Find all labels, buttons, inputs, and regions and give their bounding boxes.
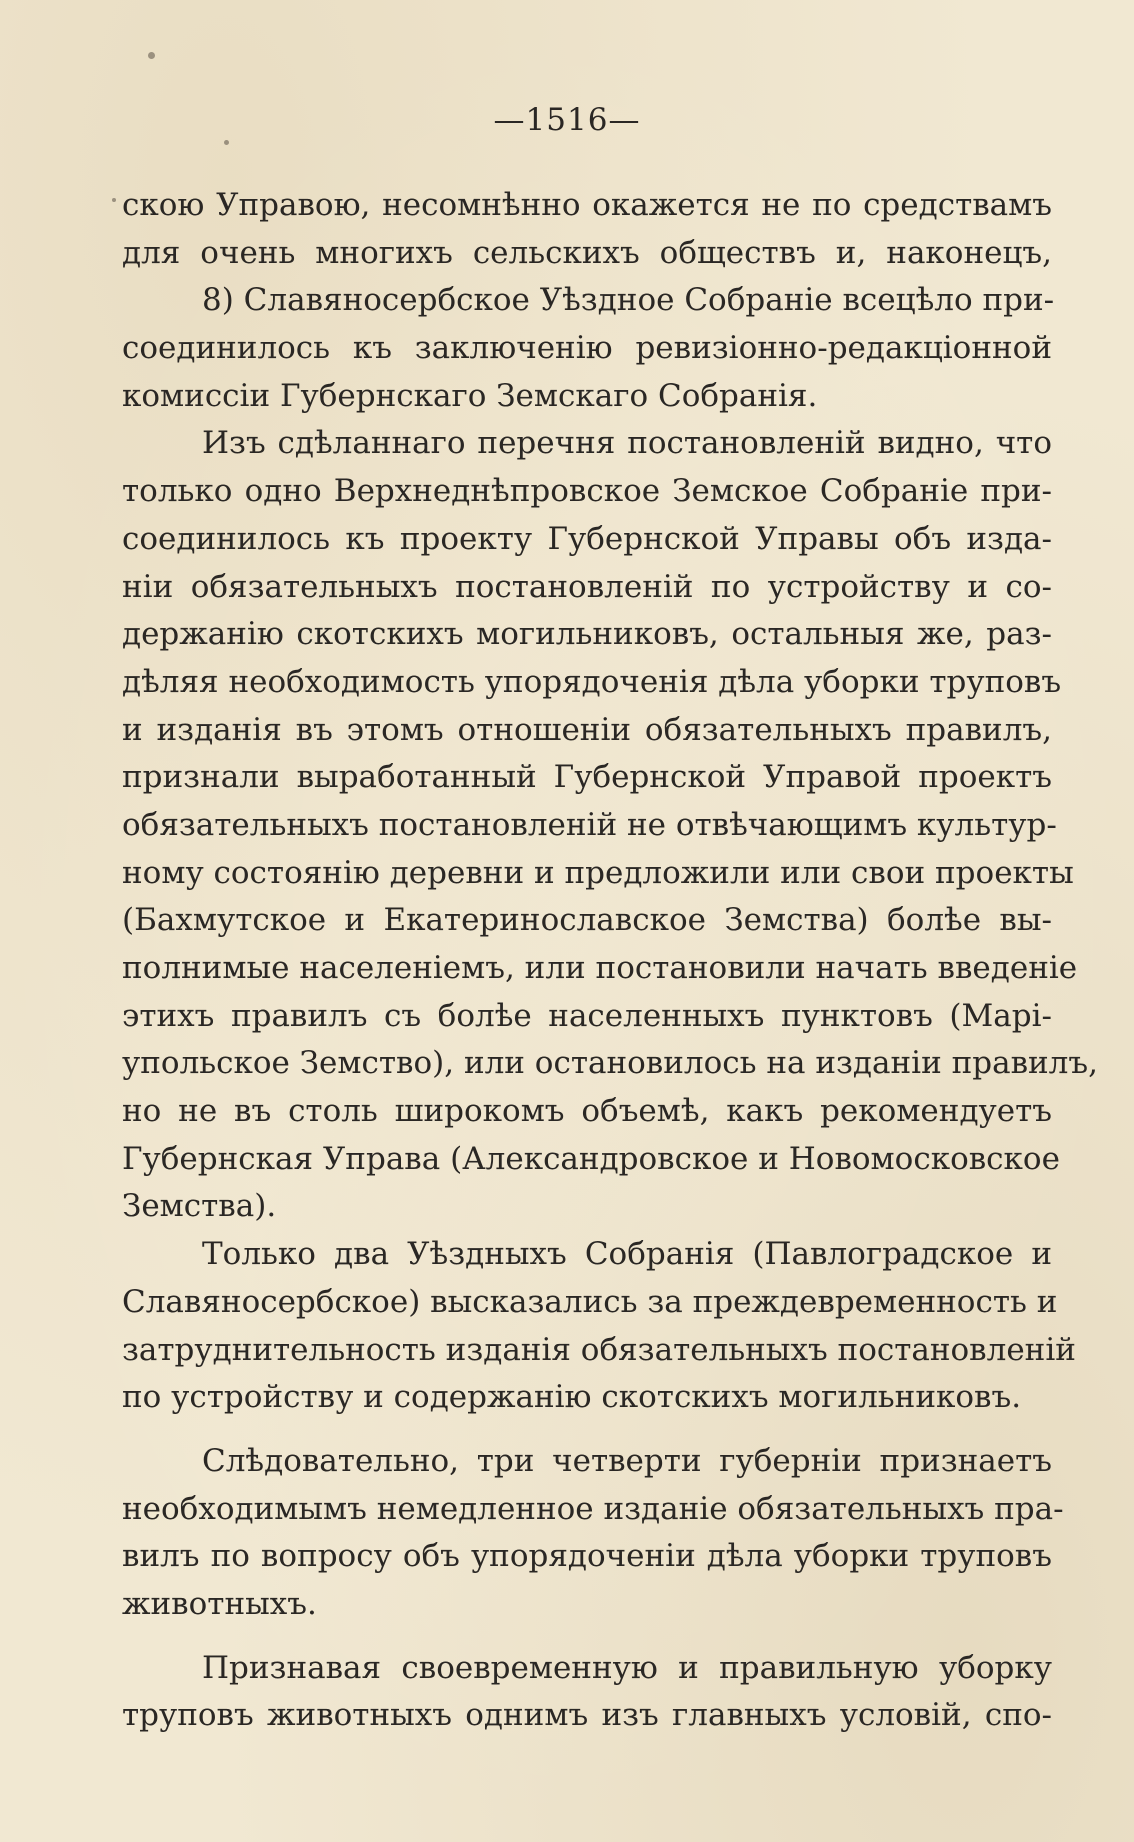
text-line: и изданія въ этомъ отношеніи обязательныхъ правилъ, [122,711,1052,748]
text-line: дѣляя необходимость упорядоченія дѣла уборки труповъ [122,663,1062,700]
text-line: (Бахмутское и Екатеринославское Земства) болѣе вы- [122,902,1052,939]
paragraph-gap [122,1629,1052,1645]
paragraph-gap [122,1422,1052,1438]
page-number: —1516— [493,102,641,138]
text-line: Губернская Управа (Александровское и Новомосковское [122,1140,1060,1177]
text-line: по устройству и содержанію скотскихъ могильниковъ. [122,1379,1022,1416]
text-line: затруднительность изданія обязательныхъ постановленій [122,1331,1076,1368]
paragraph-4 [122,1231,1076,1422]
text-line: обязательныхъ постановленій не отвѣчающимъ культур- [122,806,1057,843]
ink-spot [148,52,155,59]
text-line: вилъ по вопросу объ упорядоченіи дѣла уборки труповъ [122,1538,1052,1575]
text-line: ніи обязательныхъ постановленій по устройству и со- [122,568,1052,605]
text-line: только одно Верхнеднѣпровское Земское Собраніе при- [122,473,1052,510]
text-line: Только два Уѣздныхъ Собранія (Павлоградское и [202,1236,1052,1273]
paragraph-5 [122,1438,1064,1629]
text-line: соединилось къ проекту Губернской Управы объ изда- [122,520,1052,557]
text-line: скою Управою, несомнѣнно окажется не по средствамъ [122,187,1052,223]
ink-spot [112,198,116,202]
text-line: держанію скотскихъ могильниковъ, остальныя же, раз- [122,616,1052,653]
text-line: этихъ правилъ съ болѣе населенныхъ пунктовъ (Марі- [122,997,1052,1034]
text-line: для очень многихъ сельскихъ обществъ и, наконецъ, [122,234,1052,271]
text-line: необходимымъ немедленное изданіе обязательныхъ пра- [122,1490,1064,1527]
text-line: Признавая своевременную и правильную уборку [202,1649,1052,1686]
paragraph-6 [122,1645,1052,1740]
text-line: Славяносербское) высказались за преждевременность и [122,1283,1058,1320]
ink-spot [224,140,229,145]
text-line: 8) Славяносербское Уѣздное Собраніе всецѣло при- [202,282,1055,319]
paragraph-2 [122,277,1055,420]
text-line: комиссіи Губернскаго Земскаго Собранія. [122,377,818,414]
body-text [122,182,1098,1740]
paragraph-3 [122,420,1098,1231]
text-line: Земства). [122,1188,277,1225]
text-line: соединилось къ заключенію ревизіонно-редакціонной [122,330,1052,367]
paragraph-1 [122,182,1052,277]
text-line: полнимые населеніемъ, или постановили начать введеніе [122,950,1078,986]
text-line: ному состоянію деревни и предложили или свои проекты [122,854,1074,891]
text-line: упольское Земство), или остановилось на изданіи правилъ, [122,1045,1098,1082]
text-line: Слѣдовательно, три четверти губерніи признаетъ [202,1442,1052,1479]
text-line: но не въ столь широкомъ объемѣ, какъ рекомендуетъ [122,1093,1052,1130]
text-line: признали выработанный Губернской Управой проектъ [122,759,1052,796]
text-line: Изъ сдѣланнаго перечня постановленій видно, что [202,425,1052,462]
text-line: труповъ животныхъ однимъ изъ главныхъ условій, спо- [122,1697,1052,1734]
text-line: животныхъ. [122,1585,317,1622]
